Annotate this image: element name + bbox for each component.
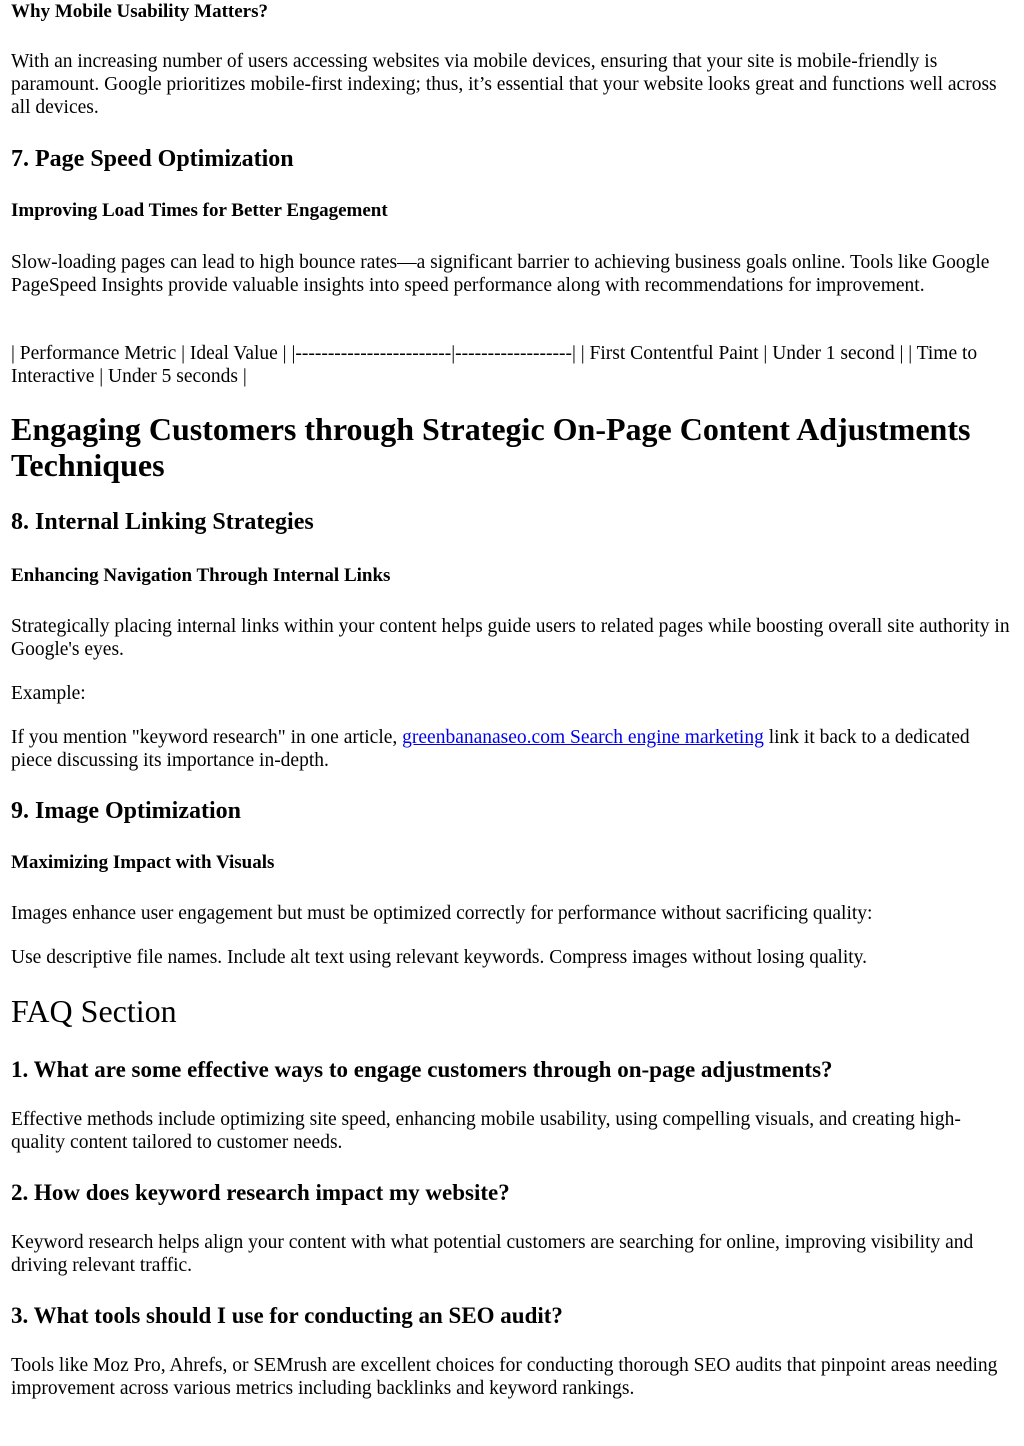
- image-optimization-text: Images enhance user engagement but must be optimized correctly for performance without sacrificing quality:: [11, 903, 873, 924]
- example-paragraph: [11, 726, 1013, 772]
- faq-answer-3: Tools like Moz Pro, Ahrefs, or SEMrush are excellent choices for conducting thorough SEO audits that pinpoint areas needing improvement across various metrics including backlinks and keyword rankings.: [11, 1355, 998, 1399]
- faq-answer-1: Effective methods include optimizing site speed, enhancing mobile usability, using compelling visuals, and creating high-quality content tailored to customer needs.: [11, 1109, 961, 1153]
- example-text-before: If you mention "keyword research" in one article,: [11, 727, 403, 748]
- internal-linking-text: Strategically placing internal links within your content helps guide users to related pages while boosting overall site authority in Google's eyes.: [11, 616, 1010, 660]
- image-optimization-heading: 9. Image Optimization: [11, 798, 241, 824]
- faq-question-3: 3. What tools should I use for conducting an SEO audit?: [11, 1303, 563, 1328]
- example-text-after: link it back to a dedicated piece discussing its importance in-depth.: [11, 727, 970, 771]
- faq-answer-2: Keyword research helps align your content with what potential customers are searching for online, improving visibility and driving relevant traffic.: [11, 1232, 974, 1276]
- faq-question-2: 2. How does keyword research impact my website?: [11, 1180, 510, 1205]
- image-optimization-list: Use descriptive file names. Include alt text using relevant keywords. Compress images without losing quality.: [11, 947, 868, 968]
- example-label: Example:: [11, 683, 86, 704]
- page-speed-text: Slow-loading pages can lead to high bounce rates—a significant barrier to achieving business goals online. Tools like Google PageSpeed Insights provide valuable insights into speed performance along with recommendations for improvement.: [11, 252, 990, 296]
- internal-linking-subheading: Enhancing Navigation Through Internal Links: [11, 565, 391, 586]
- page-speed-subheading: Improving Load Times for Better Engagement: [11, 200, 388, 221]
- page-speed-heading: 7. Page Speed Optimization: [11, 146, 294, 172]
- search-engine-marketing-link[interactable]: greenbananaseo.com Search engine marketing: [402, 727, 764, 748]
- faq-question-1: 1. What are some effective ways to engage customers through on-page adjustments?: [11, 1057, 833, 1082]
- internal-linking-heading: 8. Internal Linking Strategies: [11, 509, 314, 535]
- engaging-customers-heading: Engaging Customers through Strategic On-Page Content Adjustments Techniques: [11, 411, 971, 483]
- mobile-usability-heading: Why Mobile Usability Matters?: [11, 1, 269, 22]
- performance-table-text: | Performance Metric | Ideal Value | |------------------------|------------------| | First Contentful Paint | Under 1 second | | Time to Interactive | Under 5 seconds |: [11, 343, 978, 387]
- mobile-usability-text: With an increasing number of users accessing websites via mobile devices, ensuring that your site is mobile-friendly is paramount. Google prioritizes mobile-first indexing; thus, it’s essential that your website looks great and functions well across all devices.: [11, 51, 997, 118]
- faq-heading: FAQ Section: [11, 993, 177, 1029]
- image-optimization-subheading: Maximizing Impact with Visuals: [11, 852, 275, 873]
